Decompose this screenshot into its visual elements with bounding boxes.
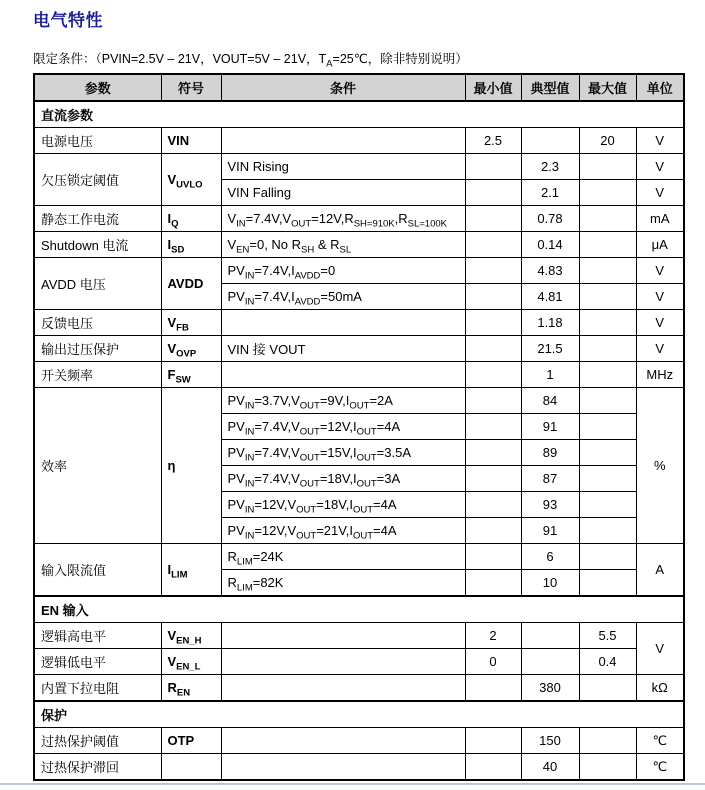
cell-symbol: OTP [161,728,221,754]
column-header-unit: 单位 [636,74,684,101]
cell-condition: VIN Rising [221,154,465,180]
page-title: 电气特性 [33,11,103,30]
cell-unit: ℃ [636,728,684,754]
cell-param: 开关频率 [34,362,161,388]
cell-param: 内置下拉电阻 [34,675,161,702]
cell-min [465,414,521,440]
cell-typ: 380 [521,675,579,702]
cell-max [579,544,636,570]
column-header-param: 参数 [34,74,161,101]
cell-typ: 1 [521,362,579,388]
cell-max: 5.5 [579,623,636,649]
footer-divider [0,783,705,785]
cell-min [465,232,521,258]
cell-max: 20 [579,128,636,154]
table-row [34,154,684,180]
cell-condition [221,362,465,388]
cell-max [579,362,636,388]
cell-param: Shutdown 电流 [34,232,161,258]
cell-max [579,492,636,518]
cell-typ: 40 [521,754,579,781]
section-row [34,101,684,128]
cell-condition: $PV_{IN}=3.7V,V_{OUT}=9V,I_{OUT}=2A$ [221,388,465,414]
cell-condition: $R_{LIM}=24K$ [221,544,465,570]
cell-max [579,728,636,754]
column-header-typ: 典型值 [521,74,579,101]
cell-symbol: $V_{EN\_H}$ [161,623,221,649]
cell-min [465,362,521,388]
cell-unit: V [636,310,684,336]
cell-condition: $V_{EN}=0$, No $R_{SH}$ & $R_{SL}$ [221,232,465,258]
cell-symbol: $V_{EN\_L}$ [161,649,221,675]
cell-condition: VIN 接 VOUT [221,336,465,362]
column-header-max: 最大值 [579,74,636,101]
cell-unit: V [636,128,684,154]
cell-unit: V [636,336,684,362]
cell-condition [221,675,465,702]
cell-max [579,466,636,492]
cell-unit: V [636,623,684,675]
cell-condition [221,310,465,336]
cell-max [579,675,636,702]
cell-max [579,388,636,414]
table-row [34,728,684,754]
cell-unit: A [636,544,684,597]
cell-typ: 91 [521,518,579,544]
cell-typ: 87 [521,466,579,492]
cell-typ: 150 [521,728,579,754]
column-header-condition: 条件 [221,74,465,101]
cell-typ: 91 [521,414,579,440]
cell-param: 效率 [34,388,161,544]
table-row [34,232,684,258]
table-header-row [34,74,684,101]
cell-condition: $PV_{IN}=7.4V,V_{OUT}=12V,I_{OUT}=4A$ [221,414,465,440]
table-row [34,754,684,781]
section-row [34,596,684,623]
electrical-characteristics-table [33,73,685,781]
cell-symbol: $I_{SD}$ [161,232,221,258]
cell-max [579,180,636,206]
cell-min [465,728,521,754]
cell-symbol: AVDD [161,258,221,310]
cell-condition [221,728,465,754]
cell-symbol [161,754,221,781]
cell-unit: mA [636,206,684,232]
cell-min: 2.5 [465,128,521,154]
cell-typ: 93 [521,492,579,518]
cell-max [579,284,636,310]
cell-max: 0.4 [579,649,636,675]
cell-condition: $PV_{IN}=7.4V,I_{AVDD}=50mA$ [221,284,465,310]
cell-condition: $R_{LIM}=82K$ [221,570,465,597]
section-row [34,701,684,728]
cell-condition: $V_{IN}=7.4V,V_{OUT}=12V,R_{SH=910K},R_{SL=100K}$ [221,206,465,232]
cell-condition [221,128,465,154]
cell-typ: 10 [521,570,579,597]
cell-min [465,180,521,206]
cell-symbol: VIN [161,128,221,154]
cell-param: 静态工作电流 [34,206,161,232]
cell-param: 逻辑高电平 [34,623,161,649]
cell-max [579,518,636,544]
cell-typ [521,128,579,154]
cell-unit: V [636,284,684,310]
column-header-symbol: 符号 [161,74,221,101]
cell-typ: 1.18 [521,310,579,336]
table-row [34,623,684,649]
table-row [34,362,684,388]
cell-typ [521,649,579,675]
cell-min [465,258,521,284]
cell-condition: VIN Falling [221,180,465,206]
cell-typ: 2.3 [521,154,579,180]
cell-max [579,154,636,180]
cell-unit: μA [636,232,684,258]
cell-typ: 89 [521,440,579,466]
cell-min [465,570,521,597]
cell-typ: 0.14 [521,232,579,258]
table-row [34,649,684,675]
table-row [34,336,684,362]
cell-symbol: $R_{EN}$ [161,675,221,702]
table-row [34,544,684,570]
cell-max [579,414,636,440]
cell-min [465,310,521,336]
cell-min [465,544,521,570]
section-label: 保护 [34,701,684,728]
cell-min [465,154,521,180]
table-row [34,258,684,284]
cell-param: 输入限流值 [34,544,161,597]
cell-min [465,336,521,362]
cell-typ: 4.81 [521,284,579,310]
table-body [34,101,684,780]
cell-symbol: $V_{OVP}$ [161,336,221,362]
cell-symbol: $I_{LIM}$ [161,544,221,597]
cell-min [465,284,521,310]
cell-typ: 21.5 [521,336,579,362]
cell-condition [221,754,465,781]
table-row [34,128,684,154]
section-label: 直流参数 [34,101,684,128]
cell-unit: V [636,258,684,284]
table-row [34,310,684,336]
cell-unit: V [636,154,684,180]
cell-min [465,388,521,414]
cell-max [579,440,636,466]
cell-param: AVDD 电压 [34,258,161,310]
cell-min [465,206,521,232]
cell-typ: 4.83 [521,258,579,284]
cell-max [579,232,636,258]
column-header-min: 最小值 [465,74,521,101]
cell-condition: $PV_{IN}=7.4V,I_{AVDD}=0$ [221,258,465,284]
cell-max [579,754,636,781]
cell-min [465,675,521,702]
cell-condition: $PV_{IN}=12V,V_{OUT}=21V,I_{OUT}=4A$ [221,518,465,544]
cell-unit: % [636,388,684,544]
section-label: EN 输入 [34,596,684,623]
cell-min [465,492,521,518]
cell-max [579,336,636,362]
table-row [34,675,684,702]
cell-param: 电源电压 [34,128,161,154]
table-row [34,206,684,232]
cell-min [465,754,521,781]
cell-typ: 84 [521,388,579,414]
cell-param: 逻辑低电平 [34,649,161,675]
cell-symbol: $I_Q$ [161,206,221,232]
cell-condition: $PV_{IN}=12V,V_{OUT}=18V,I_{OUT}=4A$ [221,492,465,518]
cell-unit: V [636,180,684,206]
cell-param: 过热保护滞回 [34,754,161,781]
cell-typ: 0.78 [521,206,579,232]
cell-min [465,466,521,492]
cell-condition [221,623,465,649]
cell-max [579,206,636,232]
cell-typ: 2.1 [521,180,579,206]
cell-min [465,440,521,466]
cell-condition: $PV_{IN}=7.4V,V_{OUT}=15V,I_{OUT}=3.5A$ [221,440,465,466]
cell-max [579,310,636,336]
limit-conditions-line: 限定条件：（PVIN=2.5V – 21V，VOUT=5V – 21V，$T_A=25℃$，除非特别说明） [33,52,468,70]
cell-unit: kΩ [636,675,684,702]
cell-condition [221,649,465,675]
cell-unit: MHz [636,362,684,388]
cell-symbol: η [161,388,221,544]
table-row [34,388,684,414]
cell-typ [521,623,579,649]
cell-param: 过热保护阈值 [34,728,161,754]
cell-min [465,518,521,544]
cell-condition: $PV_{IN}=7.4V,V_{OUT}=18V,I_{OUT}=3A$ [221,466,465,492]
cell-param: 输出过压保护 [34,336,161,362]
cell-symbol: $F_{SW}$ [161,362,221,388]
cell-max [579,258,636,284]
cell-min: 0 [465,649,521,675]
cell-symbol: $V_{FB}$ [161,310,221,336]
cell-unit: ℃ [636,754,684,781]
cell-min: 2 [465,623,521,649]
cell-symbol: $V_{UVLO}$ [161,154,221,206]
cell-param: 反馈电压 [34,310,161,336]
cell-param: 欠压锁定阈值 [34,154,161,206]
cell-typ: 6 [521,544,579,570]
cell-max [579,570,636,597]
